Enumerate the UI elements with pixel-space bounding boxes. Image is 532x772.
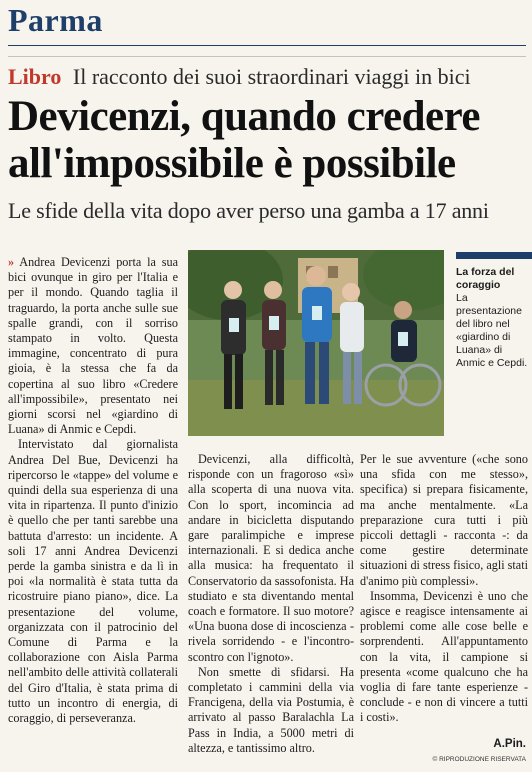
article-column-2: [188, 452, 354, 756]
paragraph: Per le sue avventure («che sono una sfida con me stesso», specifica) si prepara fisicamente, ma anche mentalmente. «La preparazione cura tutti i più piccoli dettagli - racconta -: da come gestire determinate situazioni di stress fisico, agli stati d'animo più complessi».: [360, 452, 528, 588]
section-title: Parma: [8, 2, 103, 38]
article-column-3: [360, 452, 528, 726]
author-signature: A.Pin.: [493, 738, 526, 750]
article-photo: [188, 250, 444, 436]
copyright-notice: © RIPRODUZIONE RISERVATA: [432, 756, 526, 763]
headline: Devicenzi, quando credere all'impossibile è possibile: [8, 93, 480, 187]
paragraph-marker: »: [8, 255, 15, 269]
lead-paragraph: [8, 255, 178, 437]
subheadline: Le sfide della vita dopo aver perso una gamba a 17 anni: [8, 198, 489, 223]
kicker-text: Il racconto dei suoi straordinari viaggi in bici: [72, 64, 471, 89]
group-photo-illustration: [188, 250, 444, 436]
caption-bar: [456, 252, 532, 259]
paragraph: Intervistato dal giornalista Andrea Del Bue, Devicenzi ha ripercorso le «tappe» del volume e quindi della sua esperienza di una vita in ripartenza. Il punto d'inizio è quello che per tanti sarebbe una battuta d'arresto: un incidente. A soli 17 anni Andrea Devicenzi perde la gamba sinistra e da lì in poi «la normalità è stata tutta da ricostruire piano piano», dice. La presentazione del volume, organizzata con il patrocinio del Comune di Parma e la collaborazione con Aisla Parma nell'ambito delle attività collaterali del Giro d'Italia, è stata prima di tutto un incontro di energia, di coraggio, di perseveranza.: [8, 437, 178, 726]
caption-text: La presentazione del libro nel «giardino di Luana» di Anmic e Cepdi.: [456, 292, 528, 369]
paragraph: Devicenzi, alla difficoltà, risponde con un fragoroso «sì» alla scoperta di una nuova vita. Con lo sport, incomincia ad andare in bicicletta disputando gare paralimpiche e imprese internazionali. E si dedica anche alla musica: ha frequentato il Conservatorio da sassofonista. Ha studiato e sta diventando mental coach e formatore. Il suo motore? «Una buona dose di incoscienza - rivela sorridendo - e l'incontro-scontro con l'ignoto».: [188, 452, 354, 664]
photo-caption: [456, 252, 532, 370]
article-column-1: [8, 255, 178, 726]
paragraph: Non smette di sfidarsi. Ha completato i cammini della via Francigena, della via Postumia, è arrivato al passo Baralachla La Pass in India, a 5000 metri di altezza, e tantissimo altro.: [188, 664, 354, 755]
section-rule: [8, 45, 526, 46]
paragraph-text: Andrea Devicenzi porta la sua bici ovunque in giro per l'Italia e per il mondo. Quando taglia il traguardo, la porta anche sulle sue spalle grandi, con il sorriso stampato in volto. Questa immagine, concentrato di pura gioia, è la stessa che fa da copertina al suo libro «Credere all'impossibile», presentato nei giorni scorsi nel «giardino di Luana» di Anmic e Cepdi.: [8, 255, 178, 437]
paragraph: Insomma, Devicenzi è uno che agisce e reagisce intensamente ai problemi come alle cose belle e sorprendenti. All'appuntamento con la vita, il campione si presenta «come qualcuno che ha voglia di fare tante esperienze - conclude - e non di vincere a tutti i costi».: [360, 588, 528, 725]
kicker-category: Libro: [8, 64, 62, 89]
divider: [8, 56, 526, 57]
kicker: [8, 64, 471, 90]
caption-title: La forza del coraggio: [456, 266, 515, 291]
